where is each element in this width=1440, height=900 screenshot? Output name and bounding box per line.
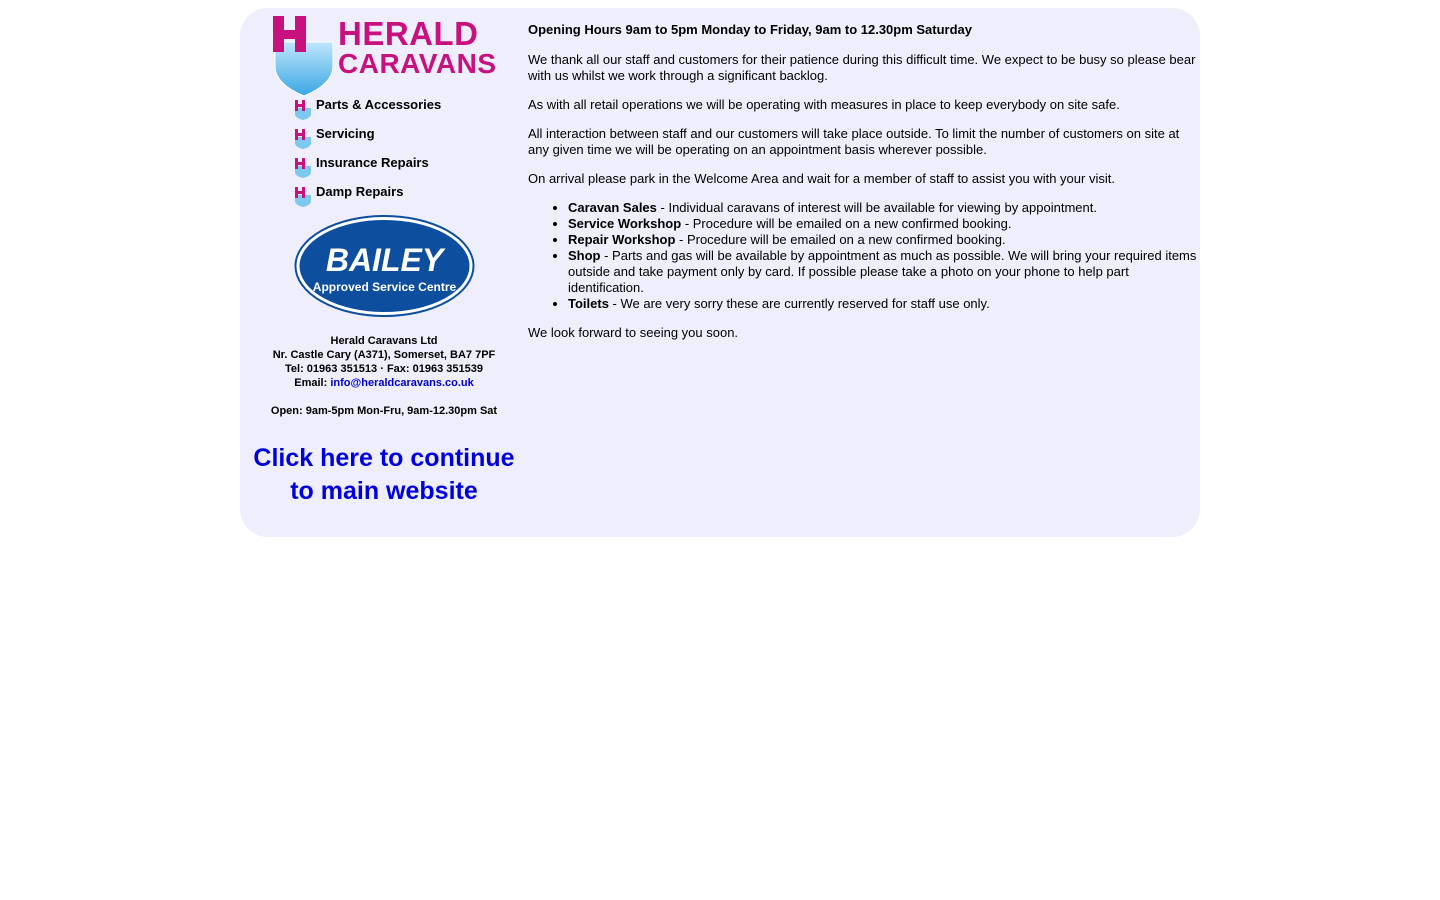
company-phone: Tel: 01963 351513 · Fax: 01963 351539: [285, 363, 483, 375]
bailey-title: BAILEY: [325, 242, 444, 278]
nav-menu: [294, 96, 441, 212]
opening-times: Open: 9am-5pm Mon-Fru, 9am-12.30pm Sat: [270, 405, 498, 417]
nav-item-damp-repairs[interactable]: [294, 183, 441, 212]
list-item-term: Caravan Sales: [568, 200, 657, 215]
list-item-text: - We are very sorry these are currently reserved for staff use only.: [608, 296, 990, 311]
list-item-term: Toilets: [568, 296, 609, 311]
herald-shield-icon: [294, 157, 312, 179]
list-item: [568, 200, 1198, 216]
nav-label: Servicing: [316, 126, 375, 141]
nav-item-parts-accessories[interactable]: [294, 96, 441, 125]
bailey-subtitle: Approved Service Centre: [312, 280, 457, 294]
notice-paragraph-3: All interaction between staff and our customers will take place outside. To limit the number of customers on site at any given time we will be operating on an appointment basis wherever possible.: [528, 126, 1180, 157]
list-item-term: Shop: [568, 248, 601, 263]
company-email-row: [240, 376, 528, 390]
bailey-approved-logo[interactable]: [294, 215, 475, 317]
list-item-term: Repair Workshop: [568, 232, 676, 247]
notice-paragraph-2: As with all retail operations we will be operating with measures in place to keep everybody on site safe.: [528, 97, 1120, 112]
opening-hours-heading: Opening Hours 9am to 5pm Monday to Friday, 9am to 12.30pm Saturday: [528, 22, 973, 37]
list-item-text: - Individual caravans of interest will be available for viewing by appointment.: [656, 200, 1097, 215]
list-item: [568, 248, 1198, 296]
notice-paragraph-4: On arrival please park in the Welcome Area and wait for a member of staff to assist you with your visit.: [528, 171, 1115, 186]
herald-shield-icon: [294, 186, 312, 208]
company-name: Herald Caravans Ltd: [330, 335, 438, 347]
nav-item-servicing[interactable]: [294, 125, 441, 154]
main-panel: [240, 8, 1200, 537]
email-label: Email:: [294, 377, 328, 389]
continue-line1: Click here to continue: [253, 444, 515, 472]
herald-shield-icon: [273, 14, 343, 98]
herald-shield-icon: [294, 128, 312, 150]
list-item-text: - Parts and gas will be available by appointment as much as possible. We will bring your required items outside and take payment only by card. If possible please take a photo on your phone to help part identification.: [568, 248, 1197, 295]
brand-line2: CARAVANS: [338, 48, 497, 79]
nav-label: Parts & Accessories: [316, 97, 442, 112]
nav-label: Damp Repairs: [316, 184, 404, 199]
continue-to-website-link[interactable]: [240, 442, 528, 508]
email-link[interactable]: info@heraldcaravans.co.uk: [330, 377, 474, 389]
department-list: [528, 200, 1198, 312]
list-item: [568, 216, 1198, 232]
notice-content: [528, 22, 1198, 354]
list-item-text: - Procedure will be emailed on a new confirmed booking.: [675, 232, 1006, 247]
herald-logo[interactable]: [273, 14, 495, 98]
contact-info: [240, 334, 528, 418]
list-item-text: - Procedure will be emailed on a new confirmed booking.: [681, 216, 1012, 231]
company-location: Nr. Castle Cary (A371), Somerset, BA7 7PF: [272, 349, 496, 361]
list-item: [568, 232, 1198, 248]
list-item-term: Service Workshop: [568, 216, 682, 231]
brand-line1: HERALD: [338, 15, 479, 52]
closing-paragraph: We look forward to seeing you soon.: [528, 325, 739, 340]
list-item: [568, 296, 1198, 312]
nav-label: Insurance Repairs: [316, 155, 429, 170]
herald-shield-icon: [294, 99, 312, 121]
nav-item-insurance-repairs[interactable]: [294, 154, 441, 183]
notice-paragraph-1: We thank all our staff and customers for their patience during this difficult time. We expect to be busy so please bear with us whilst we work through a significant backlog.: [528, 52, 1196, 83]
continue-line2: to main website: [290, 477, 478, 505]
